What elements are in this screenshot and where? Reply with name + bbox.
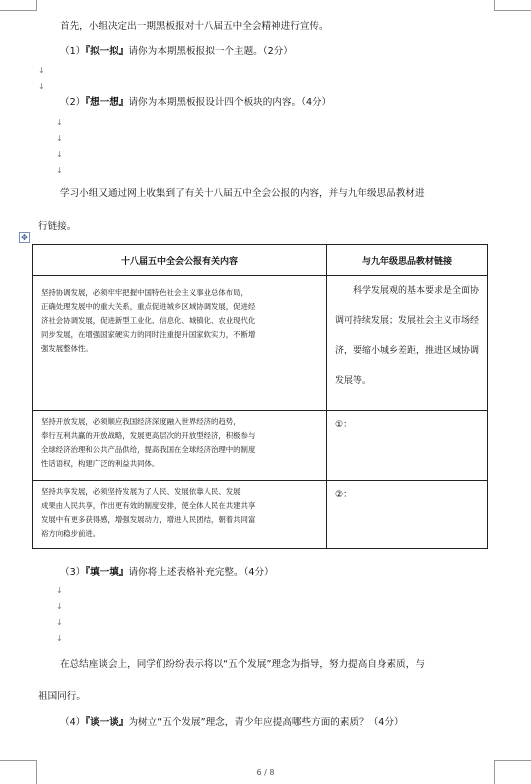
question-2-number: （2） [60, 97, 86, 108]
intro-paragraph: 首先，小组决定出一期黑板报对十八届五中全会精神进行宣传。 [60, 21, 329, 32]
question-4-number: （4） [60, 717, 86, 728]
question-4-text: 为树立“五个发展”理念，青少年应提高哪些方面的素质？（4分） [128, 717, 404, 728]
table-answer-cell[interactable] [327, 481, 488, 549]
crop-mark-bottom-right-h [494, 760, 531, 761]
summary-paragraph-line-1: 在总结座谈会上，同学们纷纷表示将以“五个发展”理念为指导，努力提高自身素质，与 [60, 659, 425, 670]
question-4-tag: 『谈一谈』 [85, 717, 129, 728]
table-cell [327, 276, 488, 411]
crop-mark-top-left-v [36, 0, 37, 11]
comparison-table [32, 244, 488, 549]
table-row [33, 276, 488, 411]
table-row [33, 481, 488, 549]
paragraph-mark: ↓ [56, 118, 63, 127]
table-cell-text: 科学发展观的基本要求是全面协调可持续发展；发展社会主义市场经济，要缩小城乡差距，推进区域协调发展等。 [335, 286, 480, 386]
question-3-number: （3） [60, 567, 86, 578]
paragraph-mark: ↓ [56, 586, 63, 595]
table-cell [33, 276, 327, 411]
crop-mark-top-right-v [494, 0, 495, 11]
table-row [33, 411, 488, 481]
question-2-text: 请你为本期黑板报设计四个板块的内容。（4分） [128, 97, 332, 108]
answer-blank-2[interactable]: ②： [335, 490, 353, 500]
table-cell-text: 坚持协调发展，必须牢牢把握中国特色社会主义事业总体布局， 正确处理发展中的重大关系，重点促进城乡区域协调发展，促进经 济社会协调发展，促进新型工业化、信息化、城镇化、农业现代化 同步发展，在增强国家硬实力的同时注重提升国家软实力，不断增 强发展整体性。 [41, 288, 256, 353]
summary-paragraph-line-2: 祖国同行。 [38, 691, 86, 702]
question-2-tag: 『想一想』 [85, 97, 129, 108]
question-2 [60, 96, 331, 110]
table-header-col1: 十八届五中全会公报有关内容 [33, 245, 327, 276]
link-paragraph-line-2: 行链接。 [38, 221, 77, 232]
paragraph-mark: ↓ [56, 166, 63, 175]
table-cell-text: 坚持开放发展，必须顺应我国经济深度融入世界经济的趋势， 奉行互利共赢的开放战略，发展更高层次的开放型经济，积极参与 全球经济治理和公共产品供给，提高我国在全球经济治理中的制度 性话语权，构建广泛的利益共同体。 [41, 417, 256, 468]
crop-mark-top-right-h [494, 10, 531, 11]
paragraph-mark: ↓ [56, 618, 63, 627]
question-1-text: 请你为本期黑板报拟一个主题。（2分） [128, 46, 293, 57]
paragraph-mark: ↓ [56, 150, 63, 159]
table-move-handle-icon[interactable]: ✥ [19, 232, 30, 243]
question-1-number: （1） [60, 46, 86, 57]
paragraph-mark: ↓ [56, 134, 63, 143]
answer-blank-1[interactable]: ①： [335, 420, 353, 430]
question-4 [60, 716, 404, 730]
table-cell-text: 坚持共享发展，必须坚持发展为了人民、发展依靠人民、发展 成果由人民共享，作出更有效的制度安排，使全体人民在共建共享 发展中有更多获得感，增强发展动力，增进人民团结，朝着共同富 裕方向稳步前进。 [41, 487, 256, 538]
question-3-text: 请你将上述表格补充完整。（4分） [128, 567, 274, 578]
question-1-tag: 『拟一拟』 [85, 46, 129, 57]
question-1 [60, 45, 293, 59]
paragraph-mark: ↓ [38, 82, 45, 91]
paragraph-mark: ↓ [56, 634, 63, 643]
question-3 [60, 566, 274, 580]
crop-mark-top-left-h [0, 10, 36, 11]
table-answer-cell[interactable] [327, 411, 488, 481]
paragraph-mark: ↓ [56, 602, 63, 611]
table-cell [33, 481, 327, 549]
link-paragraph-line-1: 学习小组又通过网上收集到了有关十八届五中全会公报的内容，并与九年级思品教材进 [60, 188, 425, 199]
table-cell [33, 411, 327, 481]
paragraph-mark: ↓ [38, 66, 45, 75]
question-3-tag: 『填一填』 [85, 567, 129, 578]
table-header-row [33, 245, 488, 276]
table-header-col2: 与九年级思品教材链接 [327, 245, 488, 276]
crop-mark-bottom-left-h [0, 760, 36, 761]
page-number: 6 / 8 [256, 768, 275, 777]
